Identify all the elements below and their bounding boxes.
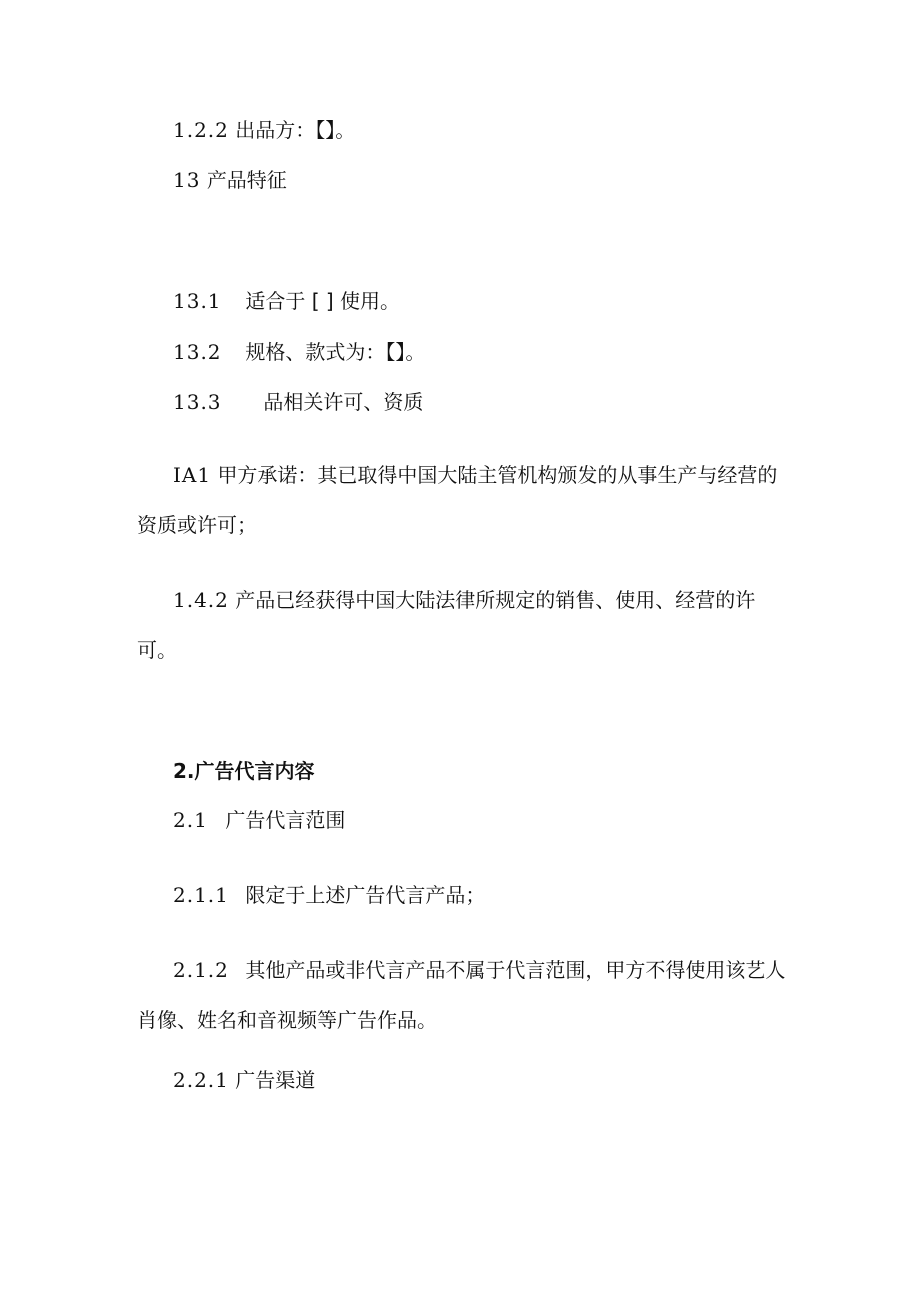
clause-text: 限定于上述广告代言产品； [245, 883, 486, 907]
clause-text-continuation: 可。 [137, 638, 177, 662]
clause-number: 13.3 [173, 390, 222, 414]
clause-text: 出品方：【】。 [235, 118, 356, 142]
clause-ia1 [173, 462, 777, 488]
section-number: 2. [173, 759, 195, 783]
clause-number: 2.2.1 [173, 1068, 229, 1092]
clause-2-1 [173, 807, 345, 833]
clause-text: 甲方承诺：其已取得中国大陆主管机构颁发的从事生产与经营的 [217, 463, 778, 487]
clause-2-1-1 [173, 882, 485, 908]
clause-2-2-1 [173, 1067, 315, 1093]
clause-2-1-2 [173, 957, 785, 983]
clause-1-4-2-continuation [137, 637, 177, 663]
clause-1-4-2 [173, 587, 755, 613]
clause-number: IA1 [173, 463, 212, 487]
clause-number: 13.2 [173, 340, 222, 364]
clause-13-2 [173, 339, 425, 365]
clause-text-continuation: 资质或许可； [137, 513, 257, 537]
clause-number: 13 [173, 168, 201, 192]
clause-13-3 [173, 389, 423, 415]
clause-1-2-2 [173, 117, 355, 143]
clause-text: 适合于 [ ] 使用。 [245, 289, 401, 313]
clause-number: 2.1.2 [173, 958, 229, 982]
clause-2-1-2-continuation [137, 1007, 437, 1033]
clause-text: 品相关许可、资质 [263, 390, 424, 414]
clause-text-continuation: 肖像、姓名和音视频等广告作品。 [137, 1008, 437, 1032]
clause-text: 广告渠道 [235, 1068, 316, 1092]
clause-text: 产品已经获得中国大陆法律所规定的销售、使用、经营的许 [235, 588, 756, 612]
clause-number: 2.1 [173, 808, 208, 832]
clause-text: 广告代言范围 [225, 808, 346, 832]
clause-13-1 [173, 288, 400, 314]
clause-number: 1.2.2 [173, 118, 229, 142]
clause-13-heading [173, 167, 287, 193]
clause-number: 2.1.1 [173, 883, 229, 907]
section-title: 广告代言内容 [194, 759, 315, 783]
clause-text: 产品特征 [206, 168, 287, 192]
clause-ia1-continuation [137, 512, 257, 538]
section-2-heading [173, 758, 315, 784]
clause-text: 规格、款式为：【】。 [245, 340, 426, 364]
clause-number: 13.1 [173, 289, 222, 313]
clause-text: 其他产品或非代言产品不属于代言范围，甲方不得使用该艺人 [245, 958, 786, 982]
clause-number: 1.4.2 [173, 588, 229, 612]
